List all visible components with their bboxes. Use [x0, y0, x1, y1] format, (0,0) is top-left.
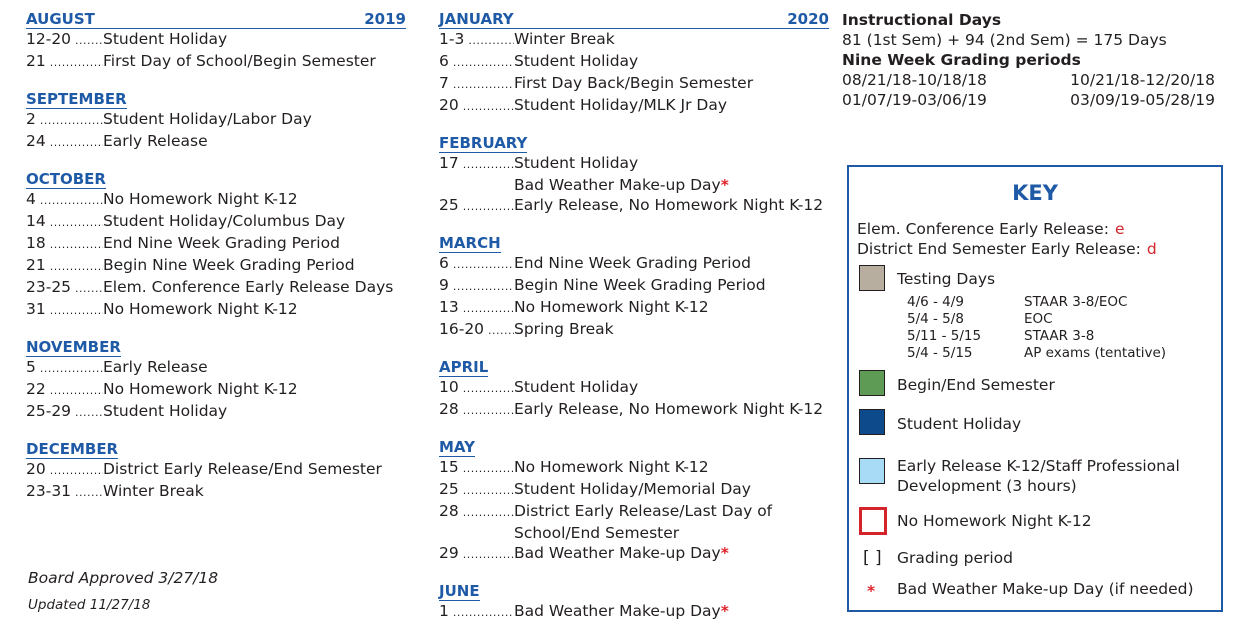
event-date: 29 ..... [439, 543, 514, 565]
begin-end-semester-swatch [859, 370, 885, 396]
second-semester-column [439, 10, 829, 639]
event-row [439, 51, 829, 73]
month-name: SEPTEMBER [26, 90, 127, 108]
asterisk-icon: * [720, 176, 729, 194]
event-date: 2 ..... [26, 109, 103, 131]
event-date: 15 ..... [439, 457, 514, 479]
event-date: 28 ..... [439, 501, 514, 523]
month-february [439, 133, 829, 217]
testing-exam: STAAR 3-8 [1024, 328, 1095, 344]
event-description: Winter Break [103, 482, 204, 500]
event-description: No Homework Night K-12 [103, 190, 298, 208]
event-row [439, 601, 829, 623]
month-name: JANUARY [439, 10, 514, 28]
month-september [26, 89, 406, 153]
event-description: Winter Break [514, 30, 615, 48]
instructional-days-text: 81 (1st Sem) + 94 (2nd Sem) = 175 Days [842, 31, 1167, 49]
month-name: JUNE [439, 582, 480, 600]
event-row [26, 29, 406, 51]
event-row [439, 543, 829, 565]
updated-note: Updated 11/27/18 [28, 597, 151, 613]
event-row [439, 175, 829, 195]
event-date: 12-20 ..... [26, 29, 103, 51]
testing-days-swatch [859, 265, 885, 291]
key-title: KEY [1012, 181, 1058, 205]
event-date: 6 ..... [439, 253, 514, 275]
event-description: Student Holiday [103, 402, 228, 420]
event-description: Elem. Conference Early Release Days [103, 278, 394, 296]
student-holiday-label: Student Holiday [897, 415, 1022, 433]
event-row [439, 29, 829, 51]
bad-weather-label: Bad Weather Make-up Day (if needed) [897, 580, 1194, 598]
month-march [439, 233, 829, 341]
testing-row [907, 328, 1094, 345]
asterisk-icon: * [720, 544, 729, 562]
event-date: 21 ..... [26, 255, 103, 277]
no-homework-swatch [859, 507, 887, 535]
event-row [439, 377, 829, 399]
event-date: 16-20 ..... [439, 319, 514, 341]
event-date: 1-3 ..... [439, 29, 514, 51]
grading-period: 03/09/19-05/28/19 [1070, 91, 1215, 109]
grading-period-label: Grading period [897, 549, 1013, 567]
month-october [26, 169, 406, 321]
month-name: AUGUST [26, 10, 95, 28]
event-description: Early Release, No Homework Night K-12 [514, 400, 824, 418]
event-description: School/End Semester [514, 524, 680, 542]
grading-periods-title: Nine Week Grading periods [842, 51, 1081, 69]
month-august [26, 10, 406, 73]
event-row [26, 131, 406, 153]
event-row [26, 357, 406, 379]
testing-dates: 4/6 - 4/9 [907, 294, 964, 310]
event-row [439, 73, 829, 95]
event-description: Student Holiday [514, 52, 639, 70]
month-heading [439, 134, 527, 153]
event-row [26, 255, 406, 277]
event-description: End Nine Week Grading Period [514, 254, 751, 272]
year-label: 2019 [364, 10, 406, 28]
instructional-days-title: Instructional Days [842, 11, 1002, 29]
event-row [26, 481, 406, 503]
asterisk-icon: * [720, 602, 729, 620]
event-description: Student Holiday/MLK Jr Day [514, 96, 728, 114]
month-december [26, 439, 406, 503]
event-description: Bad Weather Make-up Day [514, 176, 721, 194]
event-row [26, 233, 406, 255]
event-date: 28 ..... [439, 399, 514, 421]
event-description: Early Release [103, 358, 208, 376]
event-description: Early Release [103, 132, 208, 150]
event-description: End Nine Week Grading Period [103, 234, 340, 252]
month-name: MARCH [439, 234, 501, 252]
event-row [439, 501, 829, 523]
event-row [439, 195, 829, 217]
event-date: 25 ..... [439, 195, 514, 217]
early-release-swatch [859, 458, 885, 484]
month-name: NOVEMBER [26, 338, 121, 356]
grading-period: 08/21/18-10/18/18 [842, 71, 987, 89]
event-description: District Early Release/End Semester [103, 460, 382, 478]
month-november [26, 337, 406, 423]
grading-period-row [842, 70, 1227, 90]
event-row [439, 275, 829, 297]
grading-period: 10/21/18-12/20/18 [1070, 71, 1215, 89]
month-heading [439, 582, 480, 601]
district-early-release-code: d [1146, 240, 1157, 258]
event-date: 6 ..... [439, 51, 514, 73]
elem-conference-code: e [1114, 220, 1125, 238]
event-description: Student Holiday/Columbus Day [103, 212, 346, 230]
asterisk-icon: * [867, 582, 876, 600]
event-date: 13 ..... [439, 297, 514, 319]
event-description: Early Release, No Homework Night K-12 [514, 196, 824, 214]
month-heading [439, 358, 488, 377]
event-description: First Day of School/Begin Semester [103, 52, 376, 70]
early-release-label: Early Release K-12/Staff Professional [897, 457, 1180, 475]
event-date: 7 ..... [439, 73, 514, 95]
event-row [26, 459, 406, 481]
month-heading [439, 234, 501, 253]
event-row [439, 253, 829, 275]
event-row [439, 95, 829, 117]
month-may [439, 437, 829, 565]
event-description: Student Holiday [514, 378, 639, 396]
event-description: Begin Nine Week Grading Period [103, 256, 355, 274]
event-description: Bad Weather Make-up Day [514, 602, 721, 620]
event-description: Student Holiday [103, 30, 228, 48]
event-row [439, 457, 829, 479]
event-date: 20 ..... [439, 95, 514, 117]
testing-exam: STAAR 3-8/EOC [1024, 294, 1128, 310]
month-june [439, 581, 829, 623]
event-date: 31 ..... [26, 299, 103, 321]
board-approved-note: Board Approved 3/27/18 [28, 569, 219, 587]
event-description: Student Holiday [514, 154, 639, 172]
event-date: 25 ..... [439, 479, 514, 501]
month-name: FEBRUARY [439, 134, 528, 152]
event-row [26, 51, 406, 73]
student-holiday-swatch [859, 409, 885, 435]
testing-exam: EOC [1024, 311, 1053, 327]
event-date: 21 ..... [26, 51, 103, 73]
event-row [26, 277, 406, 299]
event-row [439, 399, 829, 421]
month-heading [439, 438, 475, 457]
event-date: 9 ..... [439, 275, 514, 297]
begin-end-semester-label: Begin/End Semester [897, 376, 1055, 394]
event-row [439, 297, 829, 319]
testing-dates: 5/4 - 5/15 [907, 345, 973, 361]
month-heading [26, 440, 118, 459]
event-description: No Homework Night K-12 [514, 298, 709, 316]
event-row [26, 401, 406, 423]
elem-conference-label: Elem. Conference Early Release: [857, 220, 1109, 238]
month-heading [26, 10, 406, 29]
event-description: Student Holiday/Labor Day [103, 110, 312, 128]
event-description: District Early Release/Last Day of [514, 502, 773, 520]
event-date: 20 ..... [26, 459, 103, 481]
event-row [26, 189, 406, 211]
testing-dates: 5/11 - 5/15 [907, 328, 982, 344]
event-date: 18 ..... [26, 233, 103, 255]
year-label: 2020 [787, 10, 829, 28]
month-january [439, 10, 829, 117]
district-early-release-line [857, 239, 1157, 259]
testing-row [907, 294, 1127, 311]
month-name: DECEMBER [26, 440, 119, 458]
event-description: Student Holiday/Memorial Day [514, 480, 751, 498]
calendar-key [847, 165, 1223, 612]
event-description: Bad Weather Make-up Day [514, 544, 721, 562]
month-name: OCTOBER [26, 170, 106, 188]
month-heading [26, 90, 127, 109]
testing-row [907, 345, 1166, 362]
first-semester-column [26, 10, 406, 519]
month-name: MAY [439, 438, 475, 456]
month-april [439, 357, 829, 421]
event-row [26, 109, 406, 131]
event-date: 22 ..... [26, 379, 103, 401]
event-description: No Homework Night K-12 [103, 380, 298, 398]
event-row [26, 379, 406, 401]
event-row [439, 523, 829, 543]
event-date: 5 ..... [26, 357, 103, 379]
month-heading [439, 10, 829, 29]
early-release-label-continued: Development (3 hours) [897, 477, 1077, 495]
info-column [842, 10, 1227, 110]
testing-exam: AP exams (tentative) [1024, 345, 1167, 361]
event-date: 1 ..... [439, 601, 514, 623]
event-description: Spring Break [514, 320, 614, 338]
event-date: 23-25 ..... [26, 277, 103, 299]
event-date: 17 ..... [439, 153, 514, 175]
event-date: 4 ..... [26, 189, 103, 211]
month-name: APRIL [439, 358, 489, 376]
event-date: 14 ..... [26, 211, 103, 233]
event-row [439, 319, 829, 341]
event-date: 24 ..... [26, 131, 103, 153]
grading-period-row [842, 90, 1227, 110]
event-date: 10 ..... [439, 377, 514, 399]
event-description: No Homework Night K-12 [514, 458, 709, 476]
event-row [26, 211, 406, 233]
event-description: Begin Nine Week Grading Period [514, 276, 766, 294]
event-row [439, 153, 829, 175]
month-heading [26, 338, 121, 357]
grading-period: 01/07/19-03/06/19 [842, 91, 987, 109]
event-row [439, 479, 829, 501]
district-early-release-label: District End Semester Early Release: [857, 240, 1141, 258]
testing-dates: 5/4 - 5/8 [907, 311, 964, 327]
no-homework-label: No Homework Night K-12 [897, 512, 1092, 530]
month-heading [26, 170, 106, 189]
event-description: First Day Back/Begin Semester [514, 74, 754, 92]
testing-days-label: Testing Days [897, 270, 996, 288]
event-date: 23-31 ..... [26, 481, 103, 503]
event-date: 25-29 ..... [26, 401, 103, 423]
event-row [26, 299, 406, 321]
event-description: No Homework Night K-12 [103, 300, 298, 318]
grading-period-bracket-icon: [ ] [863, 548, 882, 568]
testing-row [907, 311, 1053, 328]
elem-conference-line [857, 219, 1125, 239]
